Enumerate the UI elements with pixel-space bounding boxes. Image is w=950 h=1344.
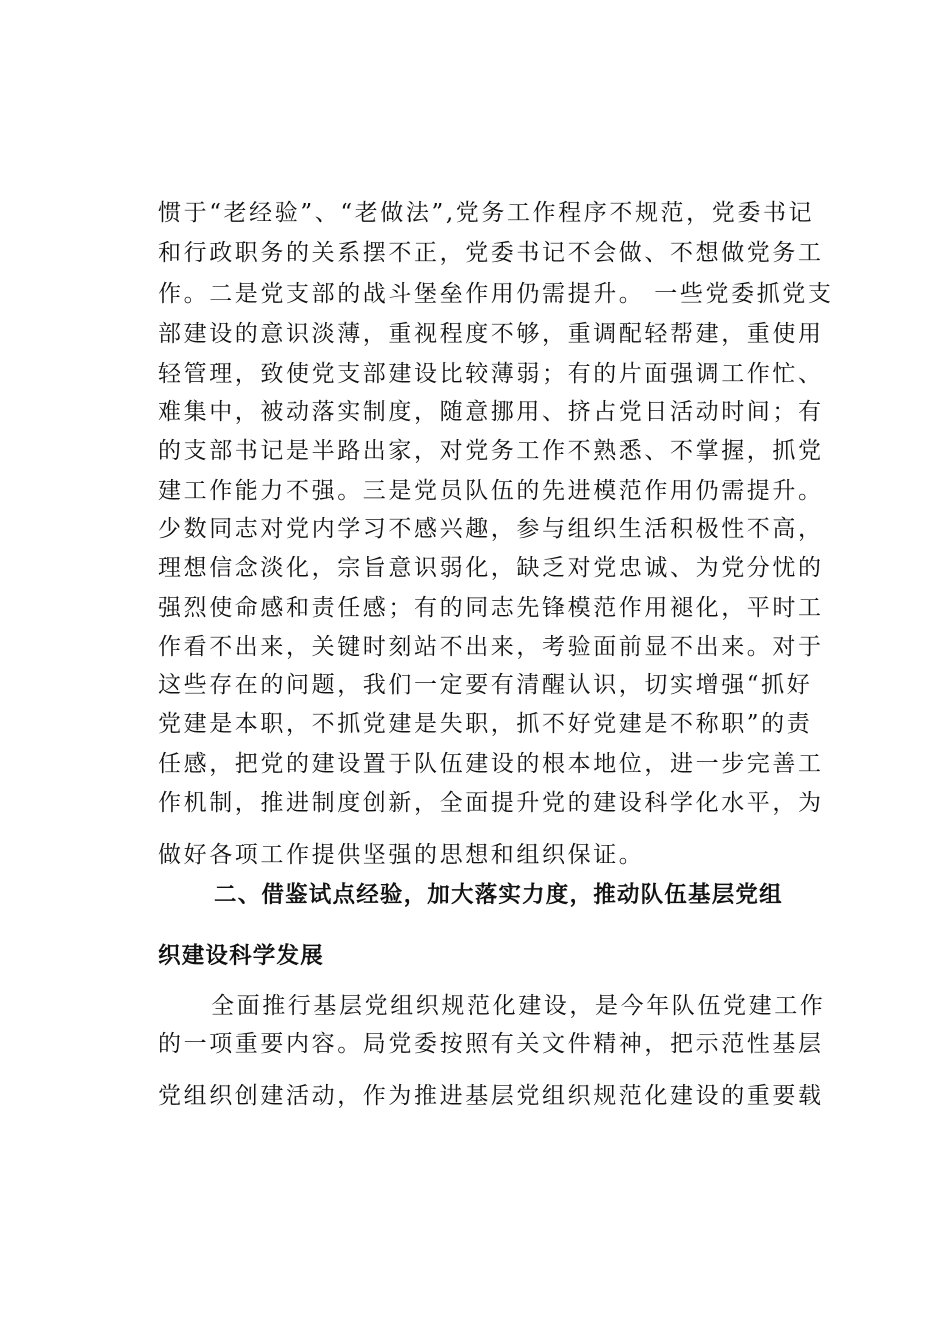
text-line: 党建是本职，不抓党建是失职，抓不好党建是不称职”的责 [158,711,813,737]
text-line: 轻管理，致使党支部建设比较薄弱；有的片面强调工作忙、 [158,361,824,387]
text-line: 难集中，被动落实制度，随意挪用、挤占党日活动时间；有 [158,399,824,425]
text-line: 少数同志对党内学习不感兴趣，参与组织生活积极性不高， [158,516,824,542]
text-line: 建工作能力不强。三是党员队伍的先进模范作用仍需提升。 [158,478,824,504]
text-line: 理想信念淡化，宗旨意识弱化，缺乏对党忠诚、为党分忧的 [158,555,824,581]
section-heading: 二、借鉴试点经验，加大落实力度，推动队伍基层党组 [214,882,783,908]
section-heading-continued: 织建设科学发展 [158,943,324,969]
text-line: 做好各项工作提供坚强的思想和组织保证。 [158,842,645,868]
text-line: 全面推行基层党组织规范化建设，是今年队伍党建工作 [211,993,826,1019]
text-line: 的支部书记是半路出家，对党务工作不熟悉、不掌握，抓党 [158,438,824,464]
text-line: 任感，把党的建设置于队伍建设的根本地位，进一步完善工 [158,751,824,777]
text-line: 部建设的意识淡薄，重视程度不够，重调配轻帮建，重使用 [158,321,824,347]
text-line: 作机制，推进制度创新，全面提升党的建设科学化水平，为 [158,790,824,816]
text-line: 和行政职务的关系摆不正，党委书记不会做、不想做党务工 [158,240,824,266]
text-line: 作看不出来，关键时刻站不出来，考验面前显不出来。对于 [158,634,824,660]
text-line: 强烈使命感和责任感；有的同志先锋模范作用褪化，平时工 [158,595,824,621]
text-line: 这些存在的问题，我们一定要有清醒认识，切实增强“抓好 [158,672,813,698]
text-line: 的一项重要内容。局党委按照有关文件精神，把示范性基层 [158,1031,824,1057]
text-line: 作。二是党支部的战斗堡垒作用仍需提升。 一些党委抓党支 [158,281,834,307]
text-line: 惯于“老经验”、“老做法”,党务工作程序不规范，党委书记 [158,200,815,226]
text-line: 党组织创建活动，作为推进基层党组织规范化建设的重要载 [158,1083,824,1109]
